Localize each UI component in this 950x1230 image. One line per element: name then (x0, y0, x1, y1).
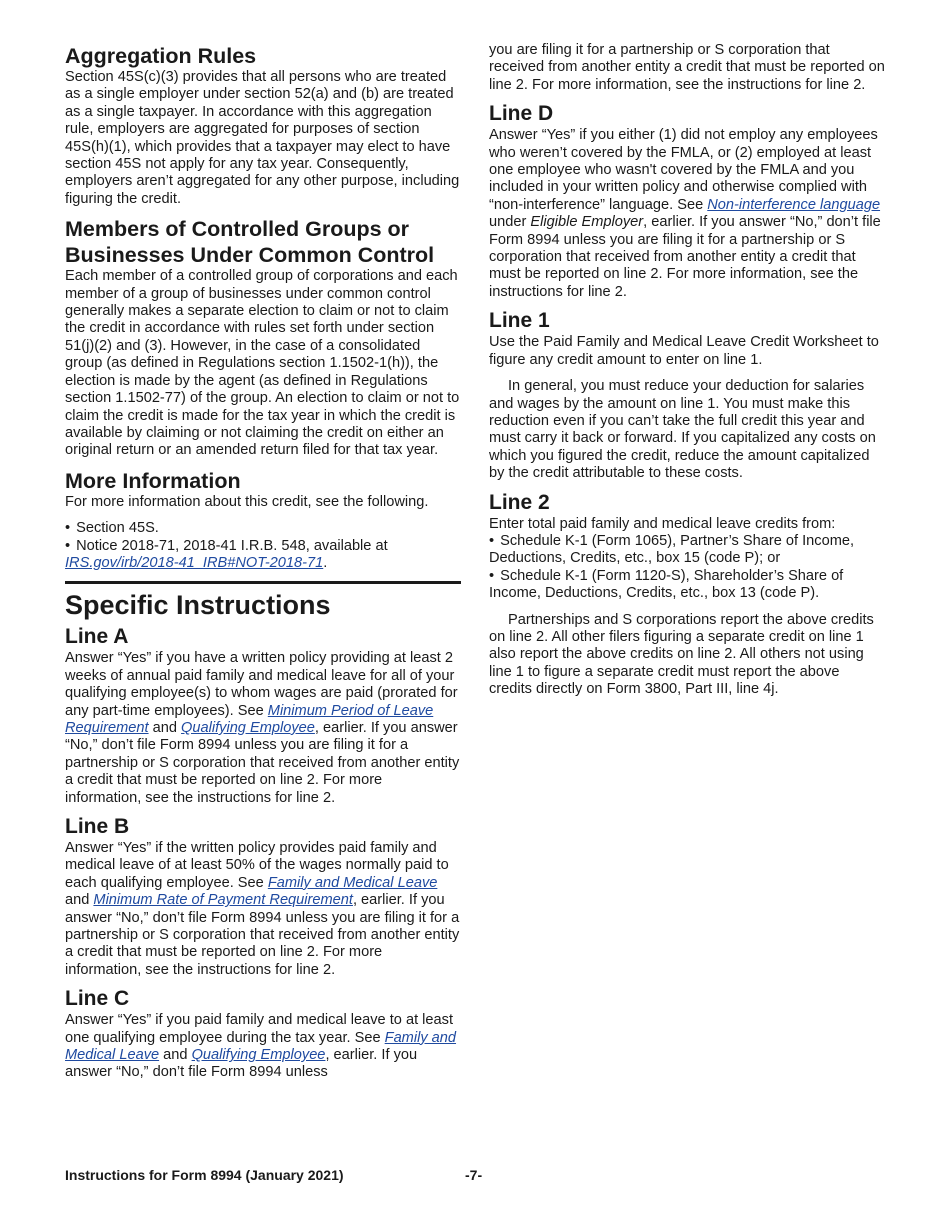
line-c-heading: Line C (65, 987, 130, 1011)
list-item-text: Schedule K-1 (Form 1065), Partner’s Share of Income, Deductions, Credits, etc., box 15 (code P); or (489, 532, 855, 567)
list-item (489, 568, 885, 603)
line-1-para-1: Use the Paid Family and Medical Leave Credit Worksheet to figure any credit amount to enter on line 1. (489, 334, 879, 368)
line-c-text-end: , earlier. If you answer “No,” don’t file Form 8994 unless (65, 1047, 418, 1081)
footer-form-title: Instructions for Form 8994 (January 2021) (65, 1167, 344, 1183)
eligible-employer-ref: Eligible Employer (530, 214, 644, 231)
line-c-continued: you are filing it for a partnership or S corporation that received from another entity a credit that must be reported on line 2. For more information, see the instructions for line 2. (489, 42, 885, 93)
line-c-text: Answer “Yes” if you paid family and medical leave to at least one qualifying employee during the tax year. See (65, 1012, 454, 1046)
list-item-text: Schedule K-1 (Form 1120-S), Shareholder’s Share of Income, Deductions, Credits, etc., box 13 (code P). (489, 567, 844, 602)
qualifying-employee-link[interactable]: Qualifying Employee (191, 1047, 326, 1064)
line-2-list (489, 533, 885, 603)
controlled-groups-heading: Members of Controlled Groups or Businesses Under Common Control (65, 217, 435, 268)
line-d-text: Answer “Yes” if you either (1) did not employ any employees who weren’t covered by the FMLA, or (2) employed at least one employee who wasn't covered by the FMLA and you included in your written policy and otherwise complied with “non-interference” language. See (489, 127, 878, 213)
line-b-body (65, 840, 461, 979)
line-b-text-end: , earlier. If you answer “No,” don’t file Form 8994 unless you are filing it for a partnership or S corporation that received from another entity a credit that must be reported on line 2. For more information, see the instructions for line 2. (65, 892, 460, 978)
link-period: . (323, 554, 328, 571)
more-info-intro: For more information about this credit, see the following. (65, 493, 429, 510)
line-1-para-2: In general, you must reduce your deduction for salaries and wages by the amount on line 1. You must make this reduction even if you can’t take the full credit this year and must carry it back or forward. If you capitalized any costs on which you figured the credit, reduce the amount capitalized by the credit attributable to these costs. (489, 378, 876, 482)
family-medical-leave-link[interactable]: Family and Medical Leave (65, 1029, 457, 1064)
line-2-heading: Line 2 (489, 490, 550, 514)
aggregation-heading: Aggregation Rules (65, 44, 257, 68)
line-a-text-end: , earlier. If you answer “No,” don’t file Form 8994 unless you are filing it for a partnership or S corporation that received from another entity a credit that must be reported on line 2. For more information, see the instructions for line 2. (65, 719, 460, 806)
line-d-heading: Line D (489, 102, 554, 126)
aggregation-body: Section 45S(c)(3) provides that all persons who are treated as a single employer under section 52(a) and (b) are treated as a single taxpayer. In accordance with this aggregation rule, employers are aggregated for purposes of section 45S(h)(1), which provides that a taxpayer may elect to have section 45S not apply for any tax year. Consequently, employers aren’t aggregated for any other purpose, including figuring the credit. (65, 69, 460, 207)
line-d-body (489, 127, 885, 301)
list-item (489, 533, 885, 568)
line-d-under: under (489, 214, 531, 231)
line-1-heading: Line 1 (489, 309, 550, 333)
list-item-text: Notice 2018-71, 2018-41 I.R.B. 548, available at (76, 537, 388, 554)
list-item-text: Section 45S. (76, 520, 159, 537)
line-2-para-2: Partnerships and S corporations report the above credits on line 2. All other filers figuring a separate credit on line 1 also report the above credits on line 2. All others not using line 1 to figure a separate credit must report the above credits directly on Form 3800, Part III, line 4j. (489, 611, 874, 698)
right-column (489, 42, 885, 699)
line-b-text: Answer “Yes” if the written policy provides paid family and medical leave of at least 50% of the wages normally paid to each qualifying employee. See (65, 840, 449, 891)
minimum-rate-link[interactable]: Minimum Rate of Payment Requirement (93, 892, 353, 909)
line-c-and: and (159, 1047, 192, 1064)
qualifying-employee-link[interactable]: Qualifying Employee (181, 719, 315, 736)
more-info-list (65, 520, 461, 572)
non-interference-link[interactable]: Non-interference language (707, 196, 881, 213)
line-a-body (65, 650, 461, 807)
irs-notice-link[interactable]: IRS.gov/irb/2018-41_IRB#NOT-2018-71 (65, 554, 324, 571)
line-b-and: and (65, 892, 94, 909)
section-divider (65, 581, 461, 621)
line-a-heading: Line A (65, 625, 129, 649)
line-b-heading: Line B (65, 815, 130, 838)
list-item (65, 520, 461, 537)
line-a-and: and (148, 719, 182, 736)
line-2-intro: Enter total paid family and medical leave credits from: (489, 515, 836, 532)
controlled-groups-body: Each member of a controlled group of corporations and each member of a group of businesses under common control generally makes a separate election to claim or not to claim the credit in accordance with rules set forth under section 51(j)(2) and (3). However, in the case of a consolidated group (as defined in Regulations section 1.1502-1(h)), the election is made by the agent (as defined in Regulations section 1.1502-77) of the group. An election to claim or not to claim the credit is made for the tax year in which the credit is available by claiming or not claiming the credit on either an original return or an amended return filed for that tax year. (65, 268, 460, 459)
family-medical-leave-link[interactable]: Family and Medical Leave (267, 874, 438, 891)
specific-instructions-heading: Specific Instructions (65, 590, 331, 621)
list-item (65, 538, 461, 573)
line-d-text-end: , earlier. If you answer “No,” don’t file Form 8994 unless you are filing it for a partnership or S corporation that received from another entity a credit that must be reported on line 2. For more information, see the instructions for line 2. (489, 214, 881, 300)
left-column (65, 38, 461, 1082)
minimum-period-link[interactable]: Minimum Period of Leave Requirement (65, 702, 434, 736)
line-c-body (65, 1012, 461, 1082)
line-a-text: Answer “Yes” if you have a written policy providing at least 2 weeks of annual paid family and medical leave for all of your qualifying employee(s) to whom wages are paid (prorated for any part-time employees). See (65, 650, 458, 719)
page-number: -7- (465, 1167, 483, 1183)
more-info-heading: More Information (65, 468, 241, 493)
